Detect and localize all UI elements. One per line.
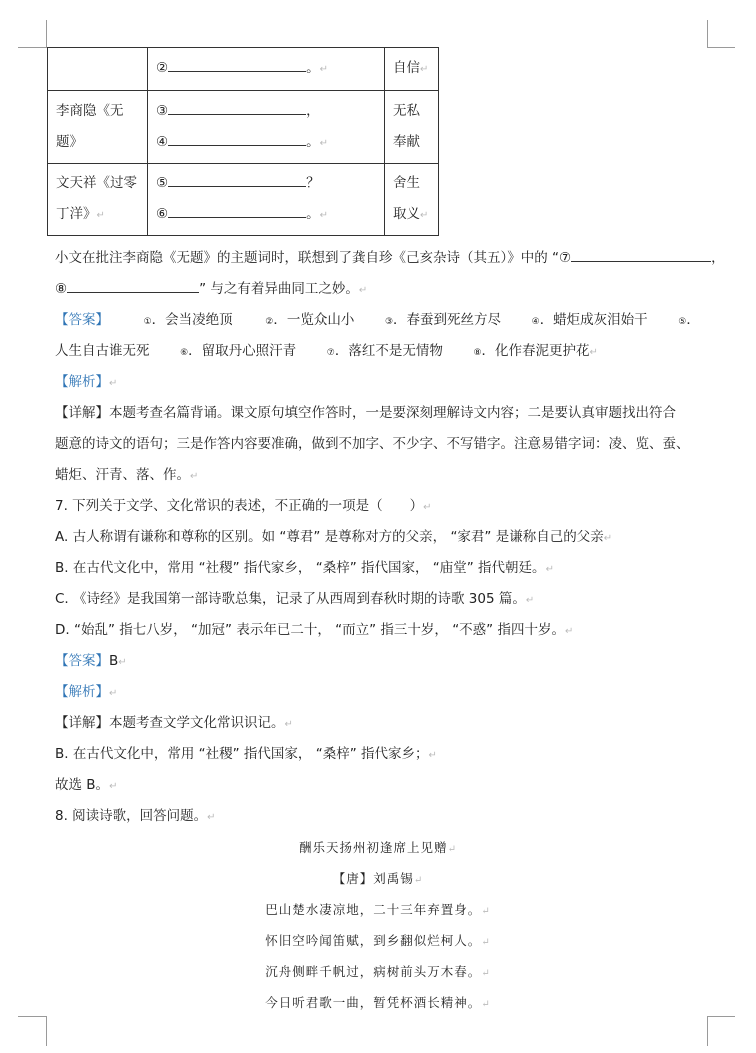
poet-cell: 文天祥《过零 丁洋》↵ [48,164,148,236]
analysis-label-7: 【解析】↵ [55,684,118,700]
answer-7: 【答案】B↵ [55,653,127,669]
poem-title: 酬乐天扬州初逢席上见赠↵ [299,840,457,855]
theme-cell: 舍生 取义↵ [385,164,439,236]
crop-mark-bottom-left-h [18,1016,46,1018]
question-7-stem: 7. 下列关于文学、文化常识的表述，不正确的一项是（ ）↵ [55,498,432,514]
crop-mark-top-left-h [18,47,46,49]
table-row [48,91,439,164]
explain-7: B. 在古代文化中，常用 “社稷” 指代国家， “桑梓” 指代家乡；↵ [55,746,437,762]
table-row [48,164,439,236]
crop-mark-top-left [32,20,47,48]
poem-theme-table [47,47,439,236]
answer-line1: 【答案】 ①．会当凌绝顶 ②．一览众山小 ③．春蚕到死丝方尽 ④．蜡炬成灰泪始干 ⑤． [55,312,700,328]
annotation-paragraph-line1: 小文在批注李商隐《无题》的主题词时，联想到了龚自珍《己亥杂诗（其五）》中的 “⑦ ， [55,246,725,266]
poet-cell: 李商隐《无题》 [48,91,148,164]
crop-mark-top-right-h [707,47,735,49]
poem-line: 怀旧空吟闻笛赋，到乡翻似烂柯人。↵ [265,933,491,948]
theme-cell: 自信↵ [385,48,439,91]
detail-line: 【详解】本题考查名篇背诵。课文原句填空作答时，一是要深刻理解诗文内容；二是要认真审题找出符合 [55,405,676,421]
verse-cell: ② 。↵ [148,48,385,91]
poet-cell [48,48,148,91]
analysis-label: 【解析】↵ [55,374,118,390]
answer-line2: 人生自古谁无死 ⑥．留取丹心照汗青 ⑦．落红不是无情物 ⑧．化作春泥更护花↵ [55,343,598,359]
verse-cell: ⑤ ？ ⑥ 。↵ [148,164,385,236]
theme-cell: 无私 奉献 [385,91,439,164]
poem-line: 巴山楚水凄凉地，二十三年弃置身。↵ [265,902,491,917]
question-8-stem: 8. 阅读诗歌，回答问题。↵ [55,808,216,824]
option-c: C. 《诗经》是我国第一部诗歌总集，记录了从西周到春秋时期的诗歌 305 篇。↵ [55,591,535,607]
crop-mark-top-right [707,20,722,48]
detail-7: 【详解】本题考查文学文化常识识记。↵ [55,715,293,731]
detail-line: 蜡炬、汗青、落、作。↵ [55,467,199,483]
option-a: A. 古人称谓有谦称和尊称的区别。如 “尊君” 是尊称对方的父亲， “家君” 是谦称自己的父亲↵ [55,529,613,545]
option-d: D. “始乱” 指七八岁， “加冠” 表示年已二十， “而立” 指三十岁， “不惑” 指四十岁。↵ [55,622,574,638]
poem-author: 【唐】刘禹锡↵ [332,871,424,886]
crop-mark-bottom-left [32,1016,47,1046]
detail-line: 题意的诗文的语句；三是作答内容要准确，做到不加字、不少字、不写错字。注意易错字词：凌、览、蚕、 [55,436,690,452]
verse-cell: ③ ， ④ 。↵ [148,91,385,164]
annotation-paragraph-line2: ⑧ ” 与之有着异曲同工之妙。↵ [55,277,367,297]
poem-line: 今日听君歌一曲，暂凭杯酒长精神。↵ [265,995,491,1010]
table-row [48,48,439,91]
answer-label: 【答案】 [55,312,109,328]
option-b: B. 在古代文化中，常用 “社稷” 指代家乡， “桑梓” 指代国家， “庙堂” 指代朝廷。↵ [55,560,554,576]
poem-line: 沉舟侧畔千帆过，病树前头万木春。↵ [265,964,491,979]
crop-mark-bottom-right [707,1016,722,1046]
crop-mark-bottom-right-h [707,1016,735,1018]
conclusion-7: 故选 B。↵ [55,777,118,793]
